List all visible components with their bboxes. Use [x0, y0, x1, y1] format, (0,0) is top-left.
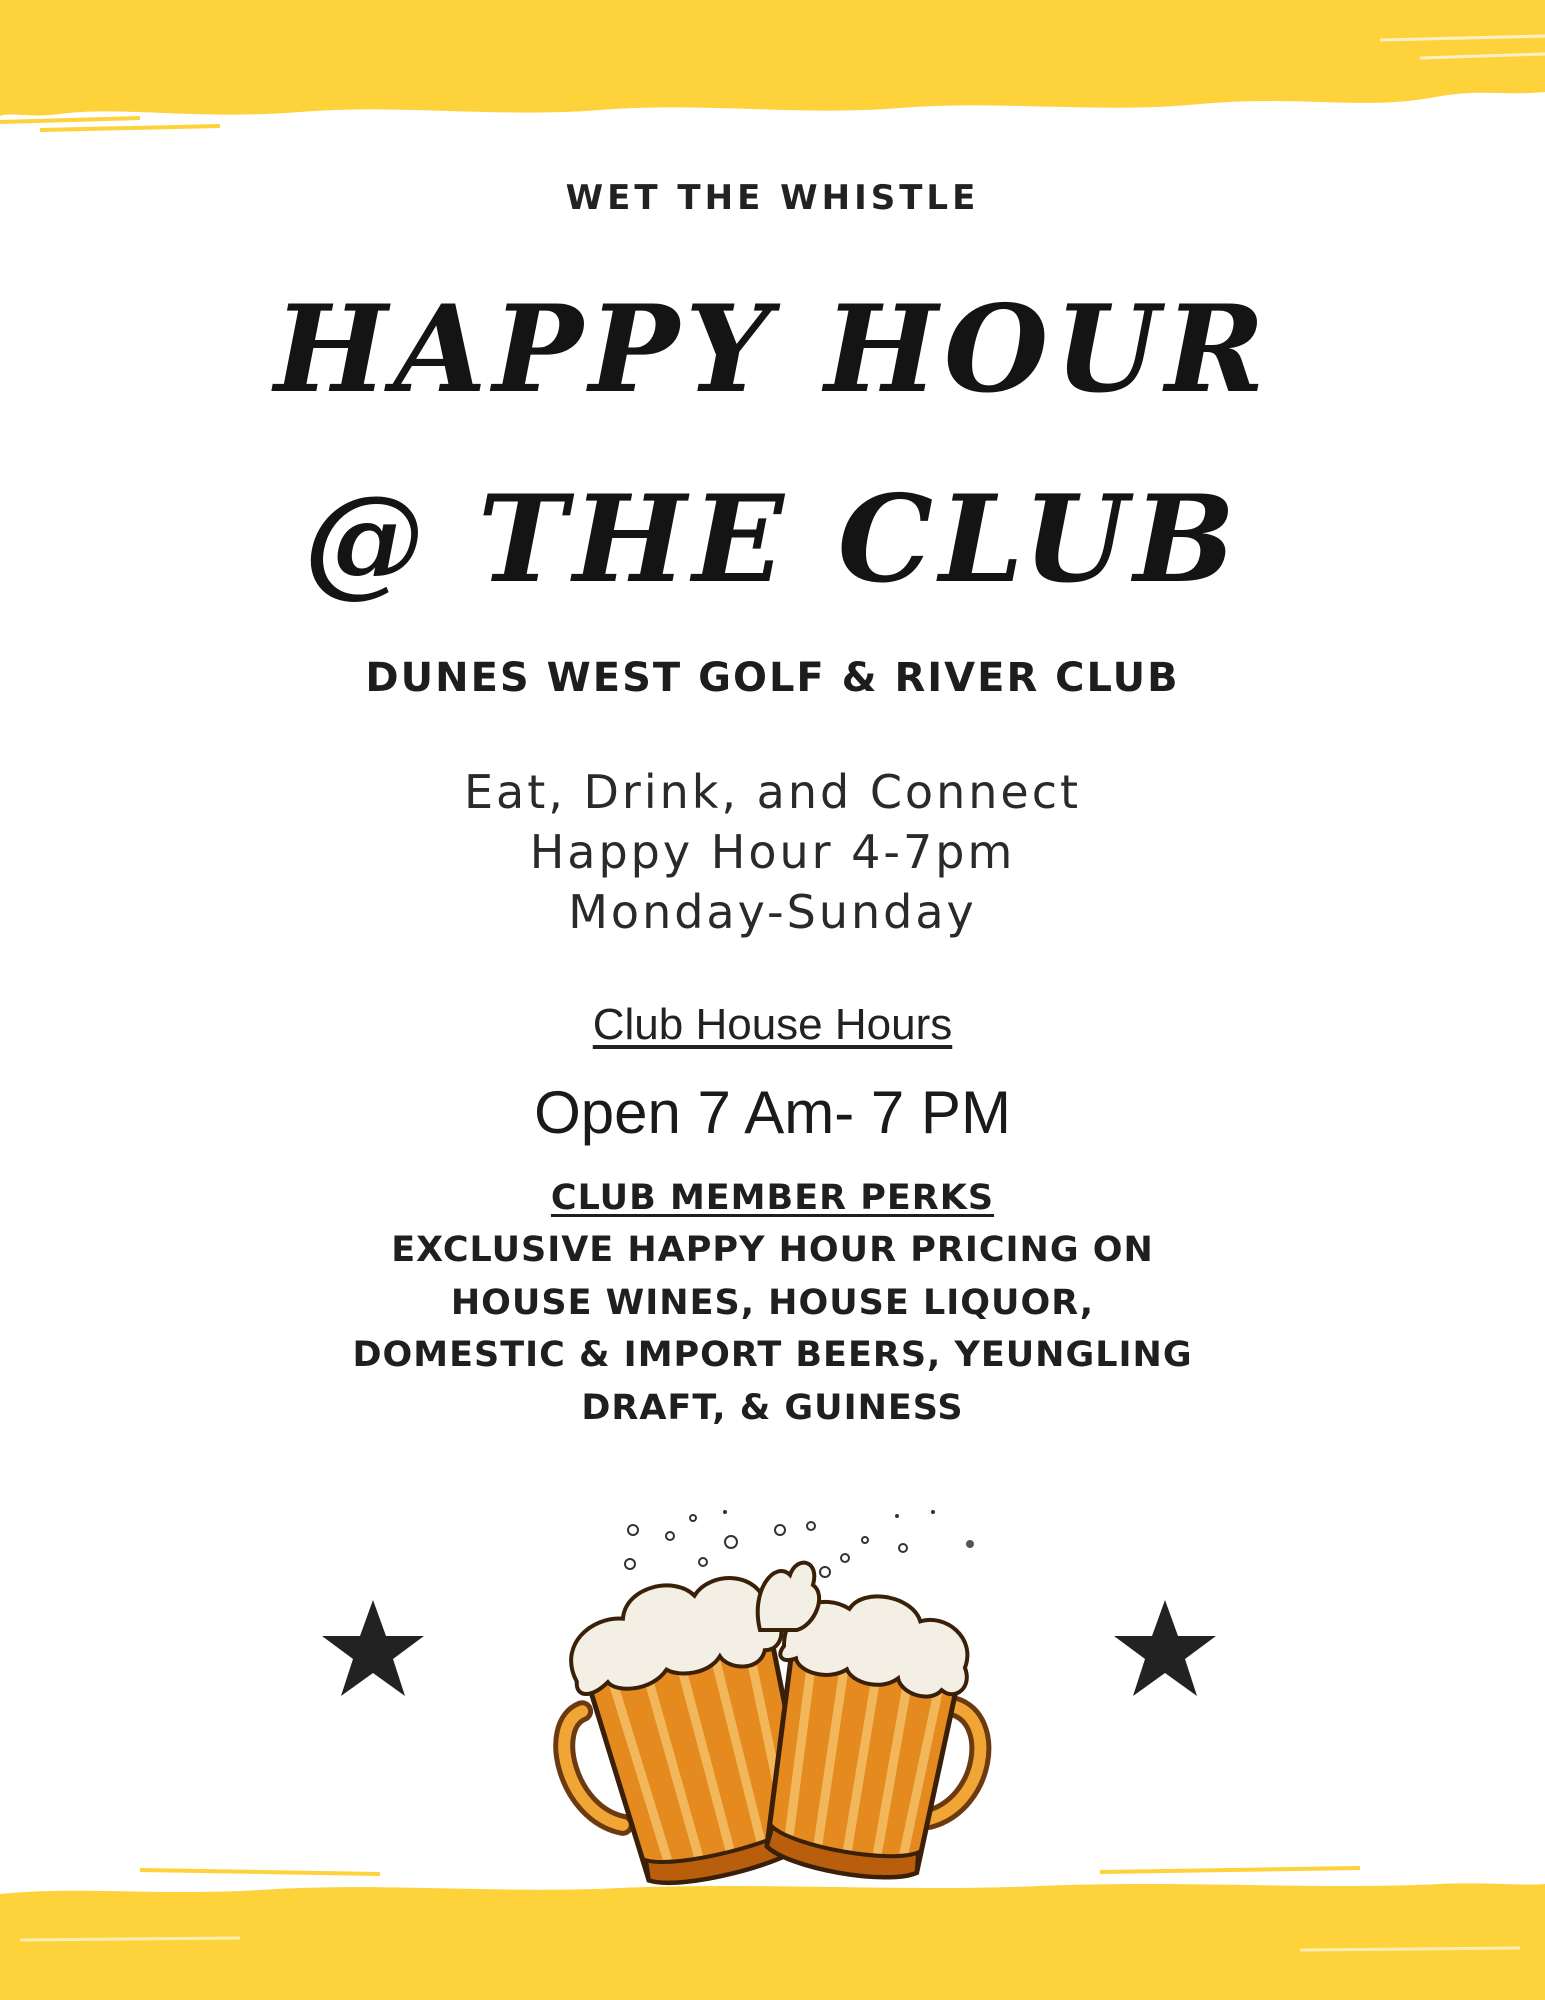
perks-heading: CLUB MEMBER PERKS: [550, 1178, 995, 1218]
title-line-2: @ THE CLUB: [303, 469, 1242, 610]
tagline-line-3: Monday-Sunday: [568, 885, 977, 939]
tagline-line-2: Happy Hour 4-7pm: [529, 825, 1016, 879]
tagline-line-1: Eat, Drink, and Connect: [463, 765, 1082, 819]
club-name: DUNES WEST GOLF & RIVER CLUB: [365, 655, 1180, 701]
top-paint-stroke: [0, 0, 1545, 150]
star-icon: [320, 1598, 426, 1698]
perks-line-3: DOMESTIC & IMPORT BEERS, YEUNGLING: [352, 1335, 1193, 1375]
hours-value: Open 7 Am- 7 PM: [534, 1079, 1011, 1146]
perks-line-1: EXCLUSIVE HAPPY HOUR PRICING ON: [391, 1230, 1154, 1270]
title-line-1: HAPPY HOUR: [274, 279, 1271, 420]
perks-line-2: HOUSE WINES, HOUSE LIQUOR,: [450, 1283, 1095, 1323]
beer-mugs-icon: [535, 1500, 1015, 1890]
perks-line-4: DRAFT, & GUINESS: [581, 1388, 964, 1428]
star-icon: [1112, 1598, 1218, 1698]
hours-heading: Club House Hours: [592, 1000, 953, 1049]
eyebrow-text: WET THE WHISTLE: [565, 178, 980, 218]
